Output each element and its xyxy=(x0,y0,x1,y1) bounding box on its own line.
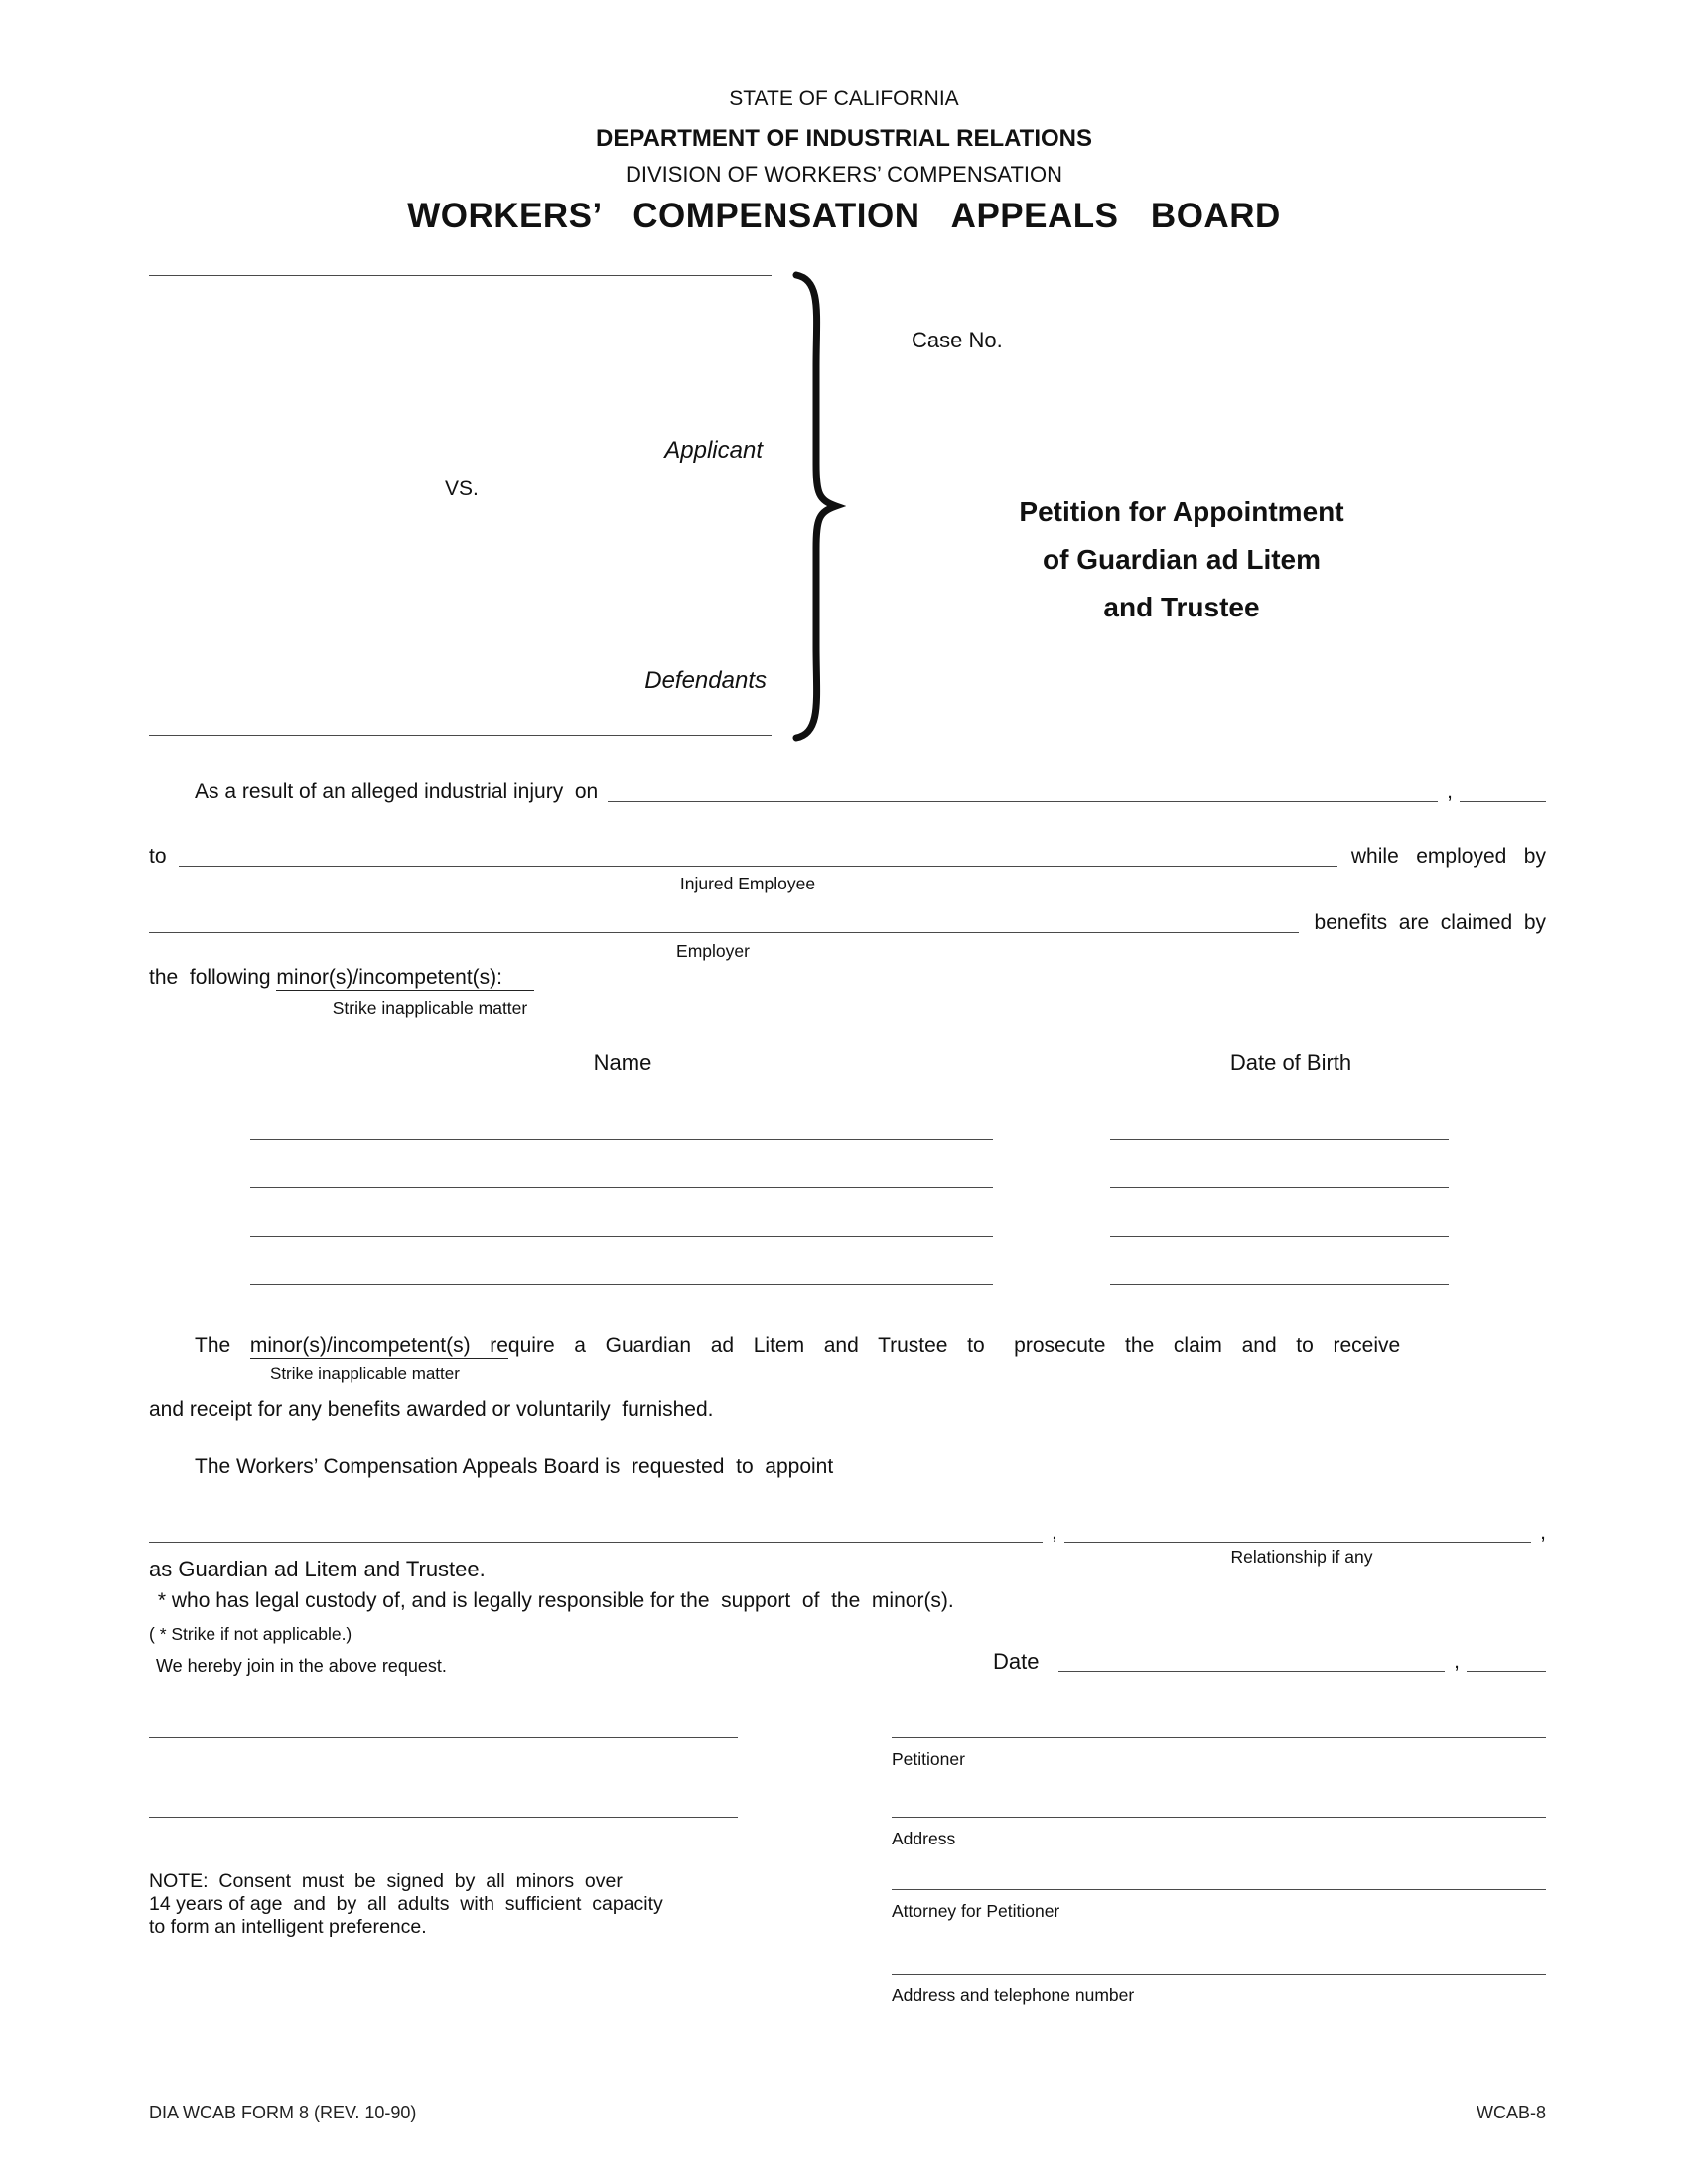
date-label: Date xyxy=(993,1649,1040,1674)
employer-input[interactable] xyxy=(149,932,1299,933)
header-state: STATE OF CALIFORNIA xyxy=(729,87,959,110)
minor-signature-input-2[interactable] xyxy=(149,1817,738,1818)
address-phone-caption: Address and telephone number xyxy=(892,1985,1135,2005)
petition-title xyxy=(894,488,1470,631)
to-text: to xyxy=(149,845,167,868)
defendants-name-line[interactable] xyxy=(149,735,772,736)
para1-rest: quire a Guardian ad Litem and Trustee to prosecute the claim and to receive xyxy=(507,1334,1401,1357)
petitioner-caption: Petitioner xyxy=(892,1749,965,1769)
caption-brace-icon xyxy=(782,269,846,744)
minor-dob-input-1[interactable] xyxy=(1110,1139,1449,1140)
injury-date-input[interactable] xyxy=(608,801,1438,802)
legal-custody-text: * who has legal custody of, and is legally responsible for the support of the minor(s). xyxy=(152,1589,954,1612)
comma-text-2: , xyxy=(1052,1521,1057,1544)
attorney-address-input[interactable] xyxy=(892,1974,1546,1975)
while-employed-text: while employed by xyxy=(1350,845,1546,868)
date-row xyxy=(993,1648,1546,1676)
page-code-text: WCAB-8 xyxy=(1476,2103,1546,2122)
comma-text-3: , xyxy=(1540,1521,1546,1544)
injury-date-row xyxy=(149,778,1546,806)
receipt-benefits-text: and receipt for any benefits awarded or voluntarily furnished. xyxy=(149,1398,714,1421)
header-division: DIVISION OF WORKERS’ COMPENSATION xyxy=(625,162,1063,187)
vs-label: VS. xyxy=(445,478,479,500)
minor-name-input-1[interactable] xyxy=(250,1139,993,1140)
appointee-relationship-input[interactable] xyxy=(1064,1542,1531,1543)
applicant-label: Applicant xyxy=(664,437,763,464)
petitioner-signature-input[interactable] xyxy=(892,1737,1546,1738)
header-board-title: WORKERS’ COMPENSATION APPEALS BOARD xyxy=(407,197,1281,235)
petition-title-line1: Petition for Appointment xyxy=(1019,496,1344,527)
injured-employee-row xyxy=(149,843,1546,871)
address-caption: Address xyxy=(892,1829,956,1848)
guardian-require-paragraph xyxy=(149,1334,1551,1358)
date-input[interactable] xyxy=(1058,1671,1445,1672)
appointee-row xyxy=(149,1519,1546,1547)
table-header-dob: Date of Birth xyxy=(1229,1050,1352,1075)
as-guardian-text: as Guardian ad Litem and Trustee. xyxy=(149,1557,486,1581)
minor-signature-input-1[interactable] xyxy=(149,1737,738,1738)
applicant-name-line[interactable] xyxy=(149,275,772,276)
minors-intro-row xyxy=(149,966,534,990)
benefits-claimed-text: benefits are claimed by xyxy=(1314,911,1546,934)
minor-dob-input-2[interactable] xyxy=(1110,1187,1449,1188)
comma-text-4: , xyxy=(1454,1650,1460,1673)
comma-text: , xyxy=(1447,780,1453,803)
attorney-signature-input[interactable] xyxy=(892,1889,1546,1890)
header-department: DEPARTMENT OF INDUSTRIAL RELATIONS xyxy=(596,125,1092,152)
requested-to-appoint-text: The Workers’ Compensation Appeals Board is requested to appoint xyxy=(195,1455,834,1478)
injured-employee-input[interactable] xyxy=(179,866,1337,867)
strike-if-not-applicable-text: ( * Strike if not applicable.) xyxy=(149,1624,352,1644)
join-request-text: We hereby join in the above request. xyxy=(156,1656,447,1676)
minor-name-input-4[interactable] xyxy=(250,1284,993,1285)
defendants-label: Defendants xyxy=(644,667,767,694)
minor-dob-input-3[interactable] xyxy=(1110,1236,1449,1237)
strike-caption-1: Strike inapplicable matter xyxy=(332,998,528,1018)
para1-prefix: The xyxy=(195,1334,250,1357)
para1-underlined: minor(s)/incompetent(s) re xyxy=(249,1334,508,1357)
injury-year-input[interactable] xyxy=(1460,801,1546,802)
minor-dob-input-4[interactable] xyxy=(1110,1284,1449,1285)
appointee-name-input[interactable] xyxy=(149,1542,1043,1543)
petitioner-address-input[interactable] xyxy=(892,1817,1546,1818)
relationship-caption: Relationship if any xyxy=(1230,1547,1373,1567)
table-header-name: Name xyxy=(593,1050,652,1075)
minor-name-input-3[interactable] xyxy=(250,1236,993,1237)
strike-caption-2: Strike inapplicable matter xyxy=(270,1364,460,1383)
date-year-input[interactable] xyxy=(1467,1671,1546,1672)
case-number-label: Case No. xyxy=(912,328,1003,352)
consent-note-text: NOTE: Consent must be signed by all minors over 14 years of age and by all adults with sufficient capacity to form an intelligent preference. xyxy=(149,1870,663,1938)
following-text: the following xyxy=(149,966,277,989)
minor-name-input-2[interactable] xyxy=(250,1187,993,1188)
minors-incompetents-underlined: minor(s)/incompetent(s): xyxy=(276,966,534,991)
injured-employee-caption: Injured Employee xyxy=(679,874,816,893)
petition-title-line2: of Guardian ad Litem xyxy=(1042,544,1322,575)
form-number-text: DIA WCAB FORM 8 (REV. 10-90) xyxy=(149,2103,417,2122)
petition-title-line3: and Trustee xyxy=(1103,592,1260,622)
employer-caption: Employer xyxy=(676,941,750,961)
injury-intro-text: As a result of an alleged industrial injury on xyxy=(195,780,599,803)
employer-row xyxy=(149,909,1546,937)
attorney-caption: Attorney for Petitioner xyxy=(892,1901,1060,1921)
